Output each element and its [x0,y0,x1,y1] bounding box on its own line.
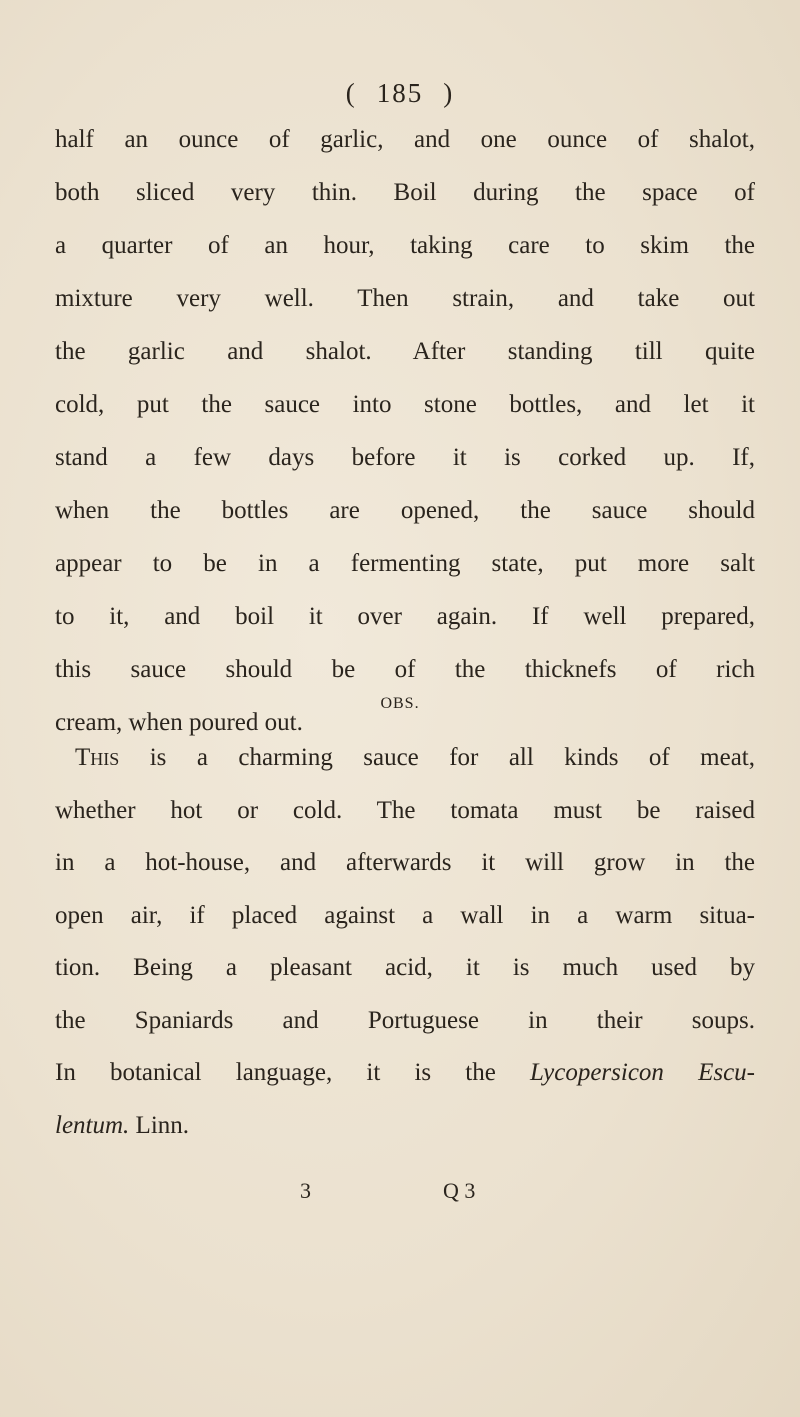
text-line: stand a few days before it is corked up. If, [55,444,755,471]
text-line-final [55,1100,755,1153]
first-line-rest: is a charming sauce for all kinds of meat, [149,744,756,771]
header-close-paren: ) [443,78,455,108]
header-open-paren: ( [345,78,357,108]
linnaeus-abbrev: Linn. [135,1111,190,1139]
text-line-first [55,732,755,785]
text-line: a quarter of an hour, taking care to skim the [55,232,755,259]
page-header [0,78,800,109]
signature-mark: Q 3 [443,1178,476,1203]
text-line-botanical [55,1047,755,1100]
text-line: half an ounce of garlic, and one ounce of shalot, [55,126,755,153]
text-line: mixture very well. Then strain, and take out [55,285,755,312]
text-line: appear to be in a fermenting state, put more salt [55,550,755,577]
botanical-prefix: In botanical language, it is the [55,1059,496,1086]
text-line: in a hot-house, and afterwards it will grow in the [55,849,755,876]
text-line: cold, put the sauce into stone bottles, and let it [55,391,755,418]
text-line: to it, and boil it over again. If well prepared, [55,603,755,630]
text-line: open air, if placed against a wall in a warm situa- [55,901,755,929]
text-line: the garlic and shalot. After standing till quite [55,338,755,365]
text-line: whether hot or cold. The tomata must be raised [55,796,755,824]
text-line: both sliced very thin. Boil during the space of [55,179,755,206]
text-line: tion. Being a pleasant acid, it is much used by [55,954,755,981]
page-number: 185 [376,78,424,108]
text-line: the Spaniards and Portuguese in their soups. [55,1006,755,1034]
obs-heading: OBS. [380,695,420,712]
signature-number: 3 [300,1178,311,1203]
botanical-name: Lycopersicon Escu- [529,1059,756,1086]
text-line: when the bottles are opened, the sauce should [55,497,755,524]
drop-word: This [75,744,120,771]
text-line: this sauce should be of the thicknefs of rich [55,656,755,683]
text-line: cream, when poured out. [55,709,303,736]
recipe-paragraph [55,113,755,749]
botanical-name-end: lentum. [55,1111,130,1139]
obs-paragraph [55,732,755,1152]
